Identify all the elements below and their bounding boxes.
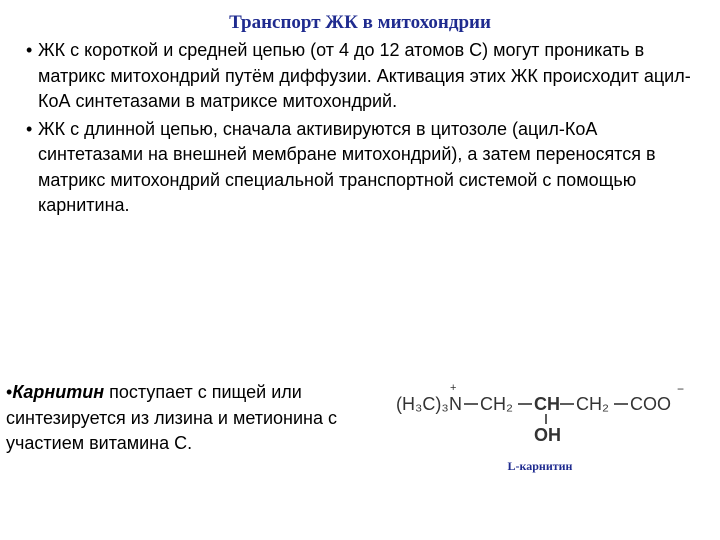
formula-ch2-second: CH₂	[576, 394, 609, 414]
formula-ch: CH	[534, 394, 560, 414]
formula-plus-charge: +	[450, 382, 457, 394]
formula-hydroxyl: OH	[534, 425, 561, 445]
bullet-marker: •	[26, 118, 33, 139]
bullet-item-short-chain	[6, 38, 696, 115]
formula-minus-charge: −	[677, 382, 685, 396]
bullet-item-long-chain	[6, 117, 696, 219]
formula-caption: L-карнитин	[507, 459, 573, 473]
formula-ch2-first: CH₂	[480, 394, 513, 414]
bullet-text: ЖК с короткой и средней цепью (от 4 до 12 атомов С) могут проникать в матрикс митохондрий путём диффузии. Активация этих ЖК происходит ацил-КоА синтетазами в матриксе митохондрий.	[38, 40, 691, 111]
formula-svg	[392, 378, 692, 458]
slide-title: Транспорт ЖК в митохондрии	[229, 12, 491, 33]
formula-nitrogen: N	[449, 394, 462, 414]
formula-trimethyl-group: (H₃C)₃	[396, 394, 449, 414]
bullet-marker: •	[26, 40, 33, 60]
bullet-list	[6, 38, 696, 221]
carnitine-text: поступает с пищей или синтезируется из лизина и метионина с участием витамина С.	[6, 382, 337, 453]
carnitine-note	[6, 380, 378, 457]
bullet-text: ЖК с длинной цепью, сначала активируются в цитозоле (ацил-КоА синтетазами на внешней мембране митохондрий), а затем переносятся в матрикс митохондрий специальной транспортной системой с помощью карнитина.	[38, 118, 656, 215]
formula-carboxylate: COO	[630, 394, 672, 414]
carnitine-structural-formula	[392, 378, 692, 458]
carnitine-term: Карнитин	[12, 382, 105, 402]
bullet-marker: •	[6, 382, 13, 402]
